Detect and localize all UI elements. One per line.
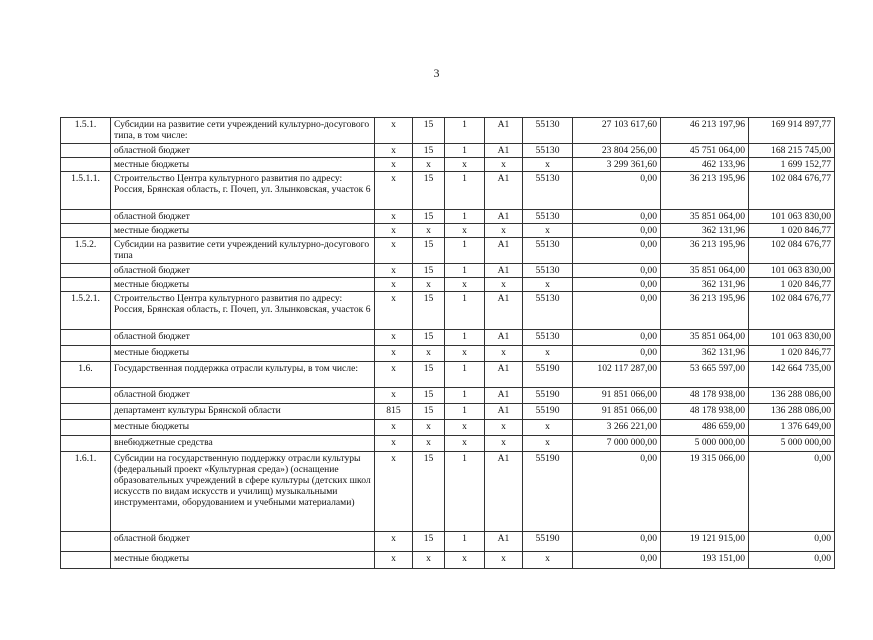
- row-number-cell: [61, 224, 111, 238]
- value-col3-cell: 102 084 676,77: [749, 292, 835, 330]
- fp-code-cell: А1: [485, 210, 523, 224]
- row-name-cell: местные бюджеты: [111, 346, 375, 362]
- row-number-cell: 1.5.2.: [61, 238, 111, 264]
- row-name-cell: областной бюджет: [111, 264, 375, 278]
- fp-code-cell: А1: [485, 144, 523, 158]
- cs-code-cell: 55130: [523, 118, 573, 144]
- row-name-cell: местные бюджеты: [111, 158, 375, 172]
- value-col1-cell: 102 117 287,00: [573, 362, 661, 388]
- gr-code-cell: х: [375, 118, 413, 144]
- row-name-cell: Субсидии на государственную поддержку отрасли культуры (федеральный проект «Культурная среда») (оснащение образовательных учреждений в сфере культуры (детских школ искусств по видам искусств и училищ) музыкальными инструментами, оборудованием и учебными материалами): [111, 452, 375, 532]
- table-row: [61, 452, 835, 532]
- pr-code-cell: 1: [445, 404, 485, 420]
- pr-code-cell: х: [445, 224, 485, 238]
- value-col3-cell: 0,00: [749, 552, 835, 569]
- fp-code-cell: х: [485, 436, 523, 452]
- value-col3-cell: 136 288 086,00: [749, 404, 835, 420]
- rz-code-cell: 15: [413, 404, 445, 420]
- cs-code-cell: 55190: [523, 452, 573, 532]
- rz-code-cell: 15: [413, 210, 445, 224]
- gr-code-cell: х: [375, 330, 413, 346]
- value-col2-cell: 362 131,96: [661, 224, 749, 238]
- cs-code-cell: х: [523, 552, 573, 569]
- value-col3-cell: 0,00: [749, 452, 835, 532]
- row-name-cell: Субсидии на развитие сети учреждений культурно-досугового типа: [111, 238, 375, 264]
- fp-code-cell: х: [485, 224, 523, 238]
- cs-code-cell: 55130: [523, 238, 573, 264]
- value-col1-cell: 0,00: [573, 292, 661, 330]
- fp-code-cell: А1: [485, 362, 523, 388]
- rz-code-cell: х: [413, 278, 445, 292]
- gr-code-cell: х: [375, 388, 413, 404]
- cs-code-cell: х: [523, 278, 573, 292]
- value-col3-cell: 101 063 830,00: [749, 210, 835, 224]
- pr-code-cell: х: [445, 278, 485, 292]
- pr-code-cell: 1: [445, 118, 485, 144]
- rz-code-cell: 15: [413, 292, 445, 330]
- value-col1-cell: 3 266 221,00: [573, 420, 661, 436]
- pr-code-cell: 1: [445, 388, 485, 404]
- row-name-cell: местные бюджеты: [111, 278, 375, 292]
- cs-code-cell: 55130: [523, 210, 573, 224]
- rz-code-cell: 15: [413, 172, 445, 210]
- value-col2-cell: 53 665 597,00: [661, 362, 749, 388]
- value-col2-cell: 362 131,96: [661, 346, 749, 362]
- cs-code-cell: 55130: [523, 264, 573, 278]
- row-name-cell: местные бюджеты: [111, 224, 375, 238]
- gr-code-cell: х: [375, 278, 413, 292]
- table-row: [61, 292, 835, 330]
- fp-code-cell: А1: [485, 172, 523, 210]
- value-col3-cell: 136 288 086,00: [749, 388, 835, 404]
- value-col1-cell: 0,00: [573, 210, 661, 224]
- row-name-cell: Строительство Центра культурного развития по адресу: Россия, Брянская область, г. Почеп, ул. Злынковская, участок 6: [111, 292, 375, 330]
- table-row: [61, 330, 835, 346]
- value-col3-cell: 1 020 846,77: [749, 346, 835, 362]
- value-col3-cell: 101 063 830,00: [749, 330, 835, 346]
- value-col1-cell: 0,00: [573, 552, 661, 569]
- gr-code-cell: х: [375, 238, 413, 264]
- value-col2-cell: 486 659,00: [661, 420, 749, 436]
- cs-code-cell: 55130: [523, 144, 573, 158]
- row-number-cell: [61, 532, 111, 552]
- gr-code-cell: х: [375, 346, 413, 362]
- value-col2-cell: 45 751 064,00: [661, 144, 749, 158]
- row-number-cell: [61, 436, 111, 452]
- row-name-cell: областной бюджет: [111, 210, 375, 224]
- fp-code-cell: А1: [485, 118, 523, 144]
- gr-code-cell: х: [375, 362, 413, 388]
- cs-code-cell: х: [523, 420, 573, 436]
- gr-code-cell: х: [375, 144, 413, 158]
- value-col1-cell: 23 804 256,00: [573, 144, 661, 158]
- row-name-cell: Субсидии на развитие сети учреждений культурно-досугового типа, в том числе:: [111, 118, 375, 144]
- gr-code-cell: х: [375, 224, 413, 238]
- table-row: [61, 552, 835, 569]
- fp-code-cell: А1: [485, 292, 523, 330]
- value-col2-cell: 19 315 066,00: [661, 452, 749, 532]
- rz-code-cell: х: [413, 420, 445, 436]
- row-name-cell: областной бюджет: [111, 330, 375, 346]
- table-row: [61, 436, 835, 452]
- row-name-cell: Строительство Центра культурного развития по адресу: Россия, Брянская область, г. Почеп, ул. Злынковская, участок 6: [111, 172, 375, 210]
- page-number: 3: [433, 66, 440, 80]
- value-col2-cell: 362 131,96: [661, 278, 749, 292]
- table-row: [61, 388, 835, 404]
- value-col1-cell: 0,00: [573, 452, 661, 532]
- table-row: [61, 172, 835, 210]
- cs-code-cell: 55190: [523, 404, 573, 420]
- row-number-cell: [61, 404, 111, 420]
- cs-code-cell: 55190: [523, 388, 573, 404]
- pr-code-cell: 1: [445, 452, 485, 532]
- rz-code-cell: х: [413, 224, 445, 238]
- cs-code-cell: х: [523, 346, 573, 362]
- row-number-cell: [61, 210, 111, 224]
- table-row: [61, 404, 835, 420]
- row-name-cell: областной бюджет: [111, 532, 375, 552]
- fp-code-cell: А1: [485, 330, 523, 346]
- value-col1-cell: 7 000 000,00: [573, 436, 661, 452]
- gr-code-cell: х: [375, 264, 413, 278]
- value-col3-cell: 102 084 676,77: [749, 238, 835, 264]
- row-name-cell: Государственная поддержка отрасли культуры, в том числе:: [111, 362, 375, 388]
- table-row: [61, 420, 835, 436]
- row-number-cell: [61, 264, 111, 278]
- value-col3-cell: 168 215 745,00: [749, 144, 835, 158]
- row-number-cell: [61, 330, 111, 346]
- row-name-cell: местные бюджеты: [111, 420, 375, 436]
- value-col3-cell: 5 000 000,00: [749, 436, 835, 452]
- fp-code-cell: А1: [485, 238, 523, 264]
- row-number-cell: 1.5.2.1.: [61, 292, 111, 330]
- pr-code-cell: 1: [445, 210, 485, 224]
- row-number-cell: 1.5.1.1.: [61, 172, 111, 210]
- gr-code-cell: 815: [375, 404, 413, 420]
- value-col2-cell: 46 213 197,96: [661, 118, 749, 144]
- pr-code-cell: х: [445, 436, 485, 452]
- row-number-cell: [61, 388, 111, 404]
- cs-code-cell: х: [523, 436, 573, 452]
- value-col3-cell: 1 020 846,77: [749, 278, 835, 292]
- value-col3-cell: 1 020 846,77: [749, 224, 835, 238]
- row-name-cell: внебюджетные средства: [111, 436, 375, 452]
- pr-code-cell: 1: [445, 172, 485, 210]
- gr-code-cell: х: [375, 532, 413, 552]
- pr-code-cell: 1: [445, 330, 485, 346]
- rz-code-cell: 15: [413, 118, 445, 144]
- gr-code-cell: х: [375, 210, 413, 224]
- value-col2-cell: 35 851 064,00: [661, 330, 749, 346]
- gr-code-cell: х: [375, 452, 413, 532]
- fp-code-cell: А1: [485, 532, 523, 552]
- value-col3-cell: 1 699 152,77: [749, 158, 835, 172]
- value-col2-cell: 36 213 195,96: [661, 292, 749, 330]
- table-row: [61, 264, 835, 278]
- value-col1-cell: 0,00: [573, 238, 661, 264]
- cs-code-cell: 55130: [523, 292, 573, 330]
- value-col2-cell: 48 178 938,00: [661, 388, 749, 404]
- cs-code-cell: 55130: [523, 330, 573, 346]
- value-col1-cell: 3 299 361,60: [573, 158, 661, 172]
- table-row: [61, 118, 835, 144]
- rz-code-cell: х: [413, 346, 445, 362]
- value-col1-cell: 0,00: [573, 346, 661, 362]
- value-col1-cell: 91 851 066,00: [573, 388, 661, 404]
- row-number-cell: [61, 144, 111, 158]
- table-row: [61, 144, 835, 158]
- row-number-cell: 1.6.: [61, 362, 111, 388]
- row-name-cell: областной бюджет: [111, 388, 375, 404]
- row-number-cell: 1.5.1.: [61, 118, 111, 144]
- fp-code-cell: А1: [485, 264, 523, 278]
- value-col2-cell: 35 851 064,00: [661, 210, 749, 224]
- table-row: [61, 346, 835, 362]
- cs-code-cell: 55190: [523, 362, 573, 388]
- gr-code-cell: х: [375, 436, 413, 452]
- rz-code-cell: х: [413, 158, 445, 172]
- row-name-cell: областной бюджет: [111, 144, 375, 158]
- value-col2-cell: 36 213 195,96: [661, 172, 749, 210]
- fp-code-cell: х: [485, 420, 523, 436]
- rz-code-cell: 15: [413, 452, 445, 532]
- value-col2-cell: 48 178 938,00: [661, 404, 749, 420]
- row-number-cell: [61, 552, 111, 569]
- pr-code-cell: х: [445, 346, 485, 362]
- pr-code-cell: 1: [445, 264, 485, 278]
- pr-code-cell: 1: [445, 532, 485, 552]
- table-row: [61, 238, 835, 264]
- value-col1-cell: 0,00: [573, 278, 661, 292]
- value-col1-cell: 0,00: [573, 224, 661, 238]
- fp-code-cell: А1: [485, 404, 523, 420]
- budget-table: [60, 117, 835, 569]
- fp-code-cell: х: [485, 346, 523, 362]
- gr-code-cell: х: [375, 158, 413, 172]
- value-col1-cell: 0,00: [573, 330, 661, 346]
- fp-code-cell: А1: [485, 388, 523, 404]
- cs-code-cell: х: [523, 158, 573, 172]
- value-col2-cell: 36 213 195,96: [661, 238, 749, 264]
- pr-code-cell: х: [445, 420, 485, 436]
- value-col1-cell: 27 103 617,60: [573, 118, 661, 144]
- gr-code-cell: х: [375, 292, 413, 330]
- rz-code-cell: 15: [413, 264, 445, 278]
- value-col3-cell: 169 914 897,77: [749, 118, 835, 144]
- pr-code-cell: 1: [445, 292, 485, 330]
- rz-code-cell: 15: [413, 144, 445, 158]
- table-row: [61, 224, 835, 238]
- value-col3-cell: 0,00: [749, 532, 835, 552]
- pr-code-cell: 1: [445, 144, 485, 158]
- fp-code-cell: х: [485, 278, 523, 292]
- row-name-cell: местные бюджеты: [111, 552, 375, 569]
- row-number-cell: [61, 420, 111, 436]
- table-row: [61, 362, 835, 388]
- cs-code-cell: х: [523, 224, 573, 238]
- rz-code-cell: 15: [413, 362, 445, 388]
- value-col1-cell: 0,00: [573, 264, 661, 278]
- pr-code-cell: х: [445, 552, 485, 569]
- fp-code-cell: х: [485, 158, 523, 172]
- rz-code-cell: х: [413, 552, 445, 569]
- pr-code-cell: 1: [445, 238, 485, 264]
- value-col2-cell: 35 851 064,00: [661, 264, 749, 278]
- rz-code-cell: 15: [413, 532, 445, 552]
- value-col3-cell: 1 376 649,00: [749, 420, 835, 436]
- value-col3-cell: 102 084 676,77: [749, 172, 835, 210]
- value-col3-cell: 142 664 735,00: [749, 362, 835, 388]
- rz-code-cell: х: [413, 436, 445, 452]
- row-number-cell: [61, 278, 111, 292]
- fp-code-cell: х: [485, 552, 523, 569]
- rz-code-cell: 15: [413, 388, 445, 404]
- value-col3-cell: 101 063 830,00: [749, 264, 835, 278]
- row-number-cell: [61, 346, 111, 362]
- gr-code-cell: х: [375, 172, 413, 210]
- value-col2-cell: 462 133,96: [661, 158, 749, 172]
- row-number-cell: 1.6.1.: [61, 452, 111, 532]
- row-number-cell: [61, 158, 111, 172]
- cs-code-cell: 55190: [523, 532, 573, 552]
- gr-code-cell: х: [375, 420, 413, 436]
- cs-code-cell: 55130: [523, 172, 573, 210]
- value-col1-cell: 91 851 066,00: [573, 404, 661, 420]
- value-col1-cell: 0,00: [573, 532, 661, 552]
- value-col2-cell: 5 000 000,00: [661, 436, 749, 452]
- value-col2-cell: 19 121 915,00: [661, 532, 749, 552]
- table-row: [61, 210, 835, 224]
- value-col2-cell: 193 151,00: [661, 552, 749, 569]
- rz-code-cell: 15: [413, 330, 445, 346]
- fp-code-cell: А1: [485, 452, 523, 532]
- table-row: [61, 532, 835, 552]
- row-name-cell: департамент культуры Брянской области: [111, 404, 375, 420]
- table-row: [61, 158, 835, 172]
- gr-code-cell: х: [375, 552, 413, 569]
- pr-code-cell: х: [445, 158, 485, 172]
- value-col1-cell: 0,00: [573, 172, 661, 210]
- pr-code-cell: 1: [445, 362, 485, 388]
- rz-code-cell: 15: [413, 238, 445, 264]
- table-row: [61, 278, 835, 292]
